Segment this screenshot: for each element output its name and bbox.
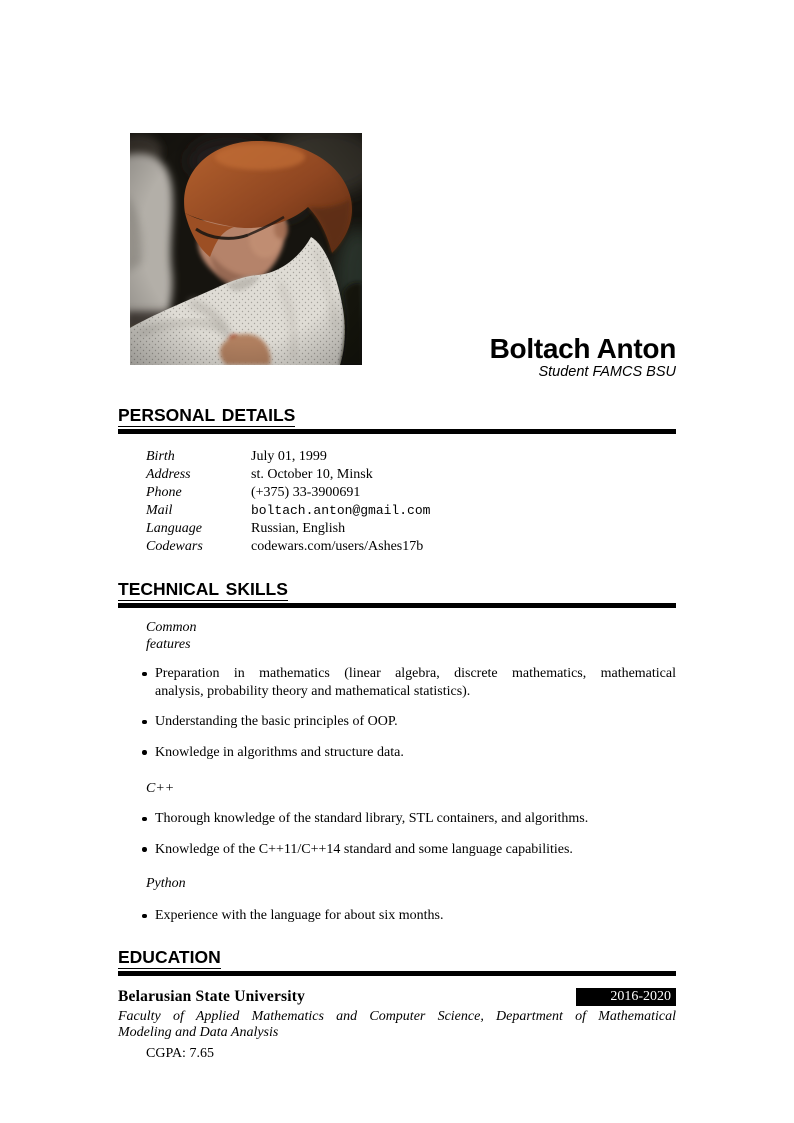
- person-name: Boltach Anton: [489, 333, 676, 364]
- bullet-text-line: analysis, probability theory and mathematical statistics).: [155, 683, 471, 699]
- section-rule: [118, 971, 676, 976]
- detail-label: Address: [146, 467, 191, 482]
- section-rule: [118, 603, 676, 608]
- faculty-line: Modeling and Data Analysis: [118, 1025, 279, 1040]
- skill-group-heading-python: [146, 875, 676, 892]
- detail-label: Mail: [146, 503, 173, 518]
- bullet-text-line: Understanding the basic principles of OOP.: [155, 714, 398, 729]
- skill-bullet: [155, 713, 676, 731]
- section-personal-header: [118, 405, 676, 434]
- section-technical-skills: [118, 579, 676, 925]
- detail-label: Phone: [146, 485, 182, 500]
- education-entry-row: [118, 988, 676, 1006]
- bullet-text-line: Knowledge in algorithms and structure data.: [155, 744, 404, 760]
- section-education: [118, 947, 676, 1063]
- personal-details-table: [146, 448, 676, 556]
- cv-content: [118, 405, 676, 1063]
- detail-value: July 01, 1999: [251, 449, 327, 464]
- detail-row-phone: [146, 484, 676, 502]
- faculty-description: [118, 1009, 676, 1042]
- bullet-icon: [142, 847, 147, 852]
- detail-row-language: [146, 520, 676, 538]
- bullet-text-line: Thorough knowledge of the standard library, STL containers, and algorithms.: [155, 811, 589, 826]
- section-personal-details: [118, 405, 676, 556]
- skill-group-heading-common: [146, 619, 676, 653]
- header-name-block: [490, 334, 676, 380]
- detail-value-email: boltach.anton@gmail.com: [251, 503, 431, 518]
- skill-bullet: [155, 907, 676, 925]
- bullet-icon: [142, 914, 147, 919]
- person-subtitle: Student FAMCS BSU: [538, 364, 676, 380]
- detail-value: Russian, English: [251, 521, 346, 536]
- detail-label: Birth: [146, 449, 175, 464]
- group-heading-line: features: [146, 637, 191, 652]
- group-heading-line: Common: [146, 620, 197, 635]
- bullet-icon: [142, 720, 147, 725]
- detail-value: st. October 10, Minsk: [251, 467, 373, 482]
- section-rule: [118, 429, 676, 434]
- institution-name: Belarusian State University: [118, 987, 306, 1005]
- bullet-text-line: Experience with the language for about six months.: [155, 908, 444, 923]
- bullet-icon: [142, 672, 147, 677]
- cgpa-value: CGPA: 7.65: [146, 1045, 214, 1061]
- section-education-title: EDUCATION: [118, 946, 221, 967]
- portrait-photo-art: [130, 133, 362, 365]
- bullet-text-line: Preparation in mathematics (linear algebra, discrete mathematics, mathematical: [155, 666, 676, 681]
- portrait-photo: [130, 133, 362, 365]
- skill-bullet: [155, 744, 676, 762]
- section-personal-title: PERSONAL DETAILS: [118, 405, 296, 425]
- group-heading-line: Python: [146, 876, 186, 891]
- skill-bullet: [155, 841, 676, 859]
- section-skills-title: TECHNICAL SKILLS: [118, 579, 288, 599]
- detail-row-codewars: [146, 538, 676, 556]
- section-education-header: [118, 947, 676, 976]
- detail-value: (+375) 33-3900691: [251, 485, 361, 500]
- skill-bullet: [155, 665, 676, 700]
- group-heading-line: C++: [146, 781, 175, 796]
- detail-row-birth: [146, 448, 676, 466]
- section-skills-header: [118, 579, 676, 608]
- detail-value-codewars: codewars.com/users/Ashes17b: [251, 539, 424, 554]
- faculty-line: Faculty of Applied Mathematics and Computer Science, Department of Mathematical: [118, 1008, 676, 1024]
- detail-label: Language: [146, 521, 202, 536]
- detail-row-address: [146, 466, 676, 484]
- bullet-icon: [142, 817, 147, 822]
- skill-group-heading-cpp: [146, 780, 676, 797]
- bullet-text-line: Knowledge of the C++11/C++14 standard and some language capabilities.: [155, 841, 573, 857]
- period-badge: 2016-2020: [576, 988, 676, 1006]
- bullet-icon: [142, 750, 147, 755]
- detail-label: Codewars: [146, 539, 203, 554]
- detail-row-mail: [146, 502, 676, 520]
- skill-bullet: [155, 810, 676, 828]
